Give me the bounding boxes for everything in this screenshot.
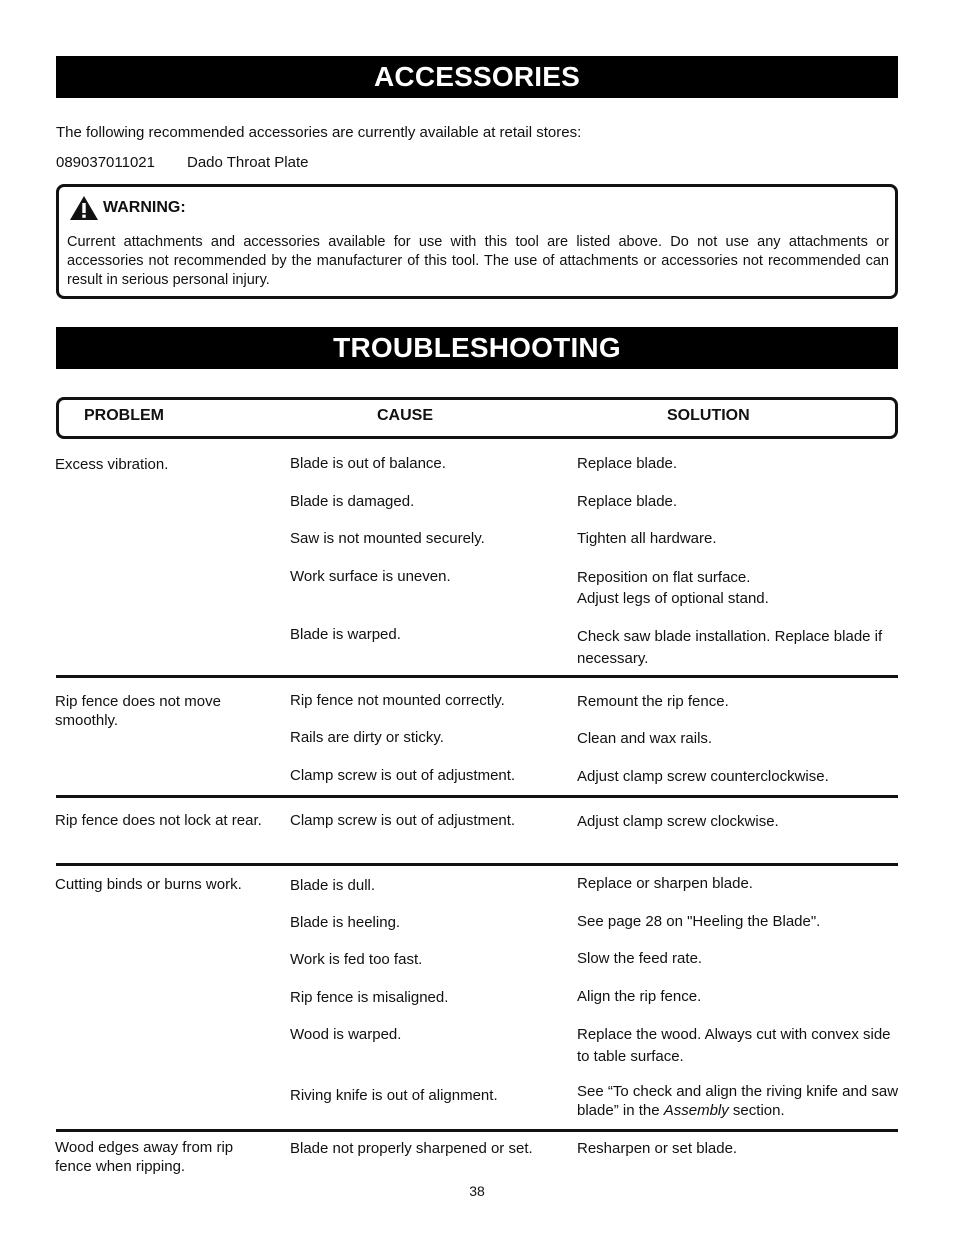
warning-triangle-icon: [69, 195, 99, 221]
solution-cell: Clean and wax rails.: [577, 730, 713, 747]
table-header-box: [56, 397, 898, 439]
warning-text: Current attachments and accessories available for use with this tool are listed above. Do not use any attachments or accessories not recommended by the manufacturer of this tool. The use of attachments or accessories not recommended can result in serious personal injury.: [67, 234, 889, 288]
cause-cell: Work is fed too fast.: [290, 951, 423, 968]
solution-cell: Replace the wood. Always cut with convex side to table surface.: [577, 1026, 891, 1065]
cause-cell: Blade is heeling.: [290, 914, 401, 931]
accessories-intro: The following recommended accessories are currently available at retail stores:: [56, 124, 582, 141]
cause-cell: Rip fence not mounted correctly.: [290, 692, 505, 709]
cause-cell: Wood is warped.: [290, 1026, 402, 1043]
solution-cell: Replace blade.: [577, 455, 678, 472]
page-number: 38: [469, 1183, 485, 1199]
solution-text: section.: [728, 1102, 785, 1119]
cause-cell: Blade is warped.: [290, 626, 401, 643]
cause-cell: Blade is dull.: [290, 877, 376, 894]
accessory-name: Dado Throat Plate: [187, 154, 309, 171]
warning-label: WARNING:: [103, 199, 186, 216]
header-cause: CAUSE: [377, 407, 434, 424]
troubleshooting-title: TROUBLESHOOTING: [56, 327, 898, 369]
cause-cell: Riving knife is out of alignment.: [290, 1087, 498, 1104]
solution-cell: Adjust clamp screw clockwise.: [577, 813, 779, 830]
group-divider: [56, 795, 898, 798]
cause-cell: Clamp screw is out of adjustment.: [290, 767, 516, 784]
cause-cell: Clamp screw is out of adjustment.: [290, 812, 516, 829]
solution-cell: Resharpen or set blade.: [577, 1140, 738, 1157]
cause-cell: Blade is out of balance.: [290, 455, 446, 472]
problem-cell: Rip fence does not lock at rear.: [55, 812, 262, 829]
problem-cell: Wood edges away from rip fence when ripping.: [55, 1139, 234, 1175]
solution-cell: Check saw blade installation. Replace blade if necessary.: [577, 628, 883, 667]
solution-cell: Slow the feed rate.: [577, 950, 703, 967]
solution-cell: See page 28 on "Heeling the Blade".: [577, 913, 821, 930]
group-divider: [56, 863, 898, 866]
accessory-part-number: 089037011021: [56, 154, 155, 171]
cause-cell: Blade is damaged.: [290, 493, 415, 510]
warning-box: [56, 184, 898, 299]
solution-cell: [577, 1082, 901, 1120]
cause-cell: Saw is not mounted securely.: [290, 530, 485, 547]
solution-cell: Align the rip fence.: [577, 988, 702, 1005]
solution-cell: Tighten all hardware.: [577, 530, 717, 547]
cause-cell: Rails are dirty or sticky.: [290, 729, 444, 746]
group-divider: [56, 675, 898, 678]
solution-cell: Remount the rip fence.: [577, 693, 729, 710]
problem-cell: Cutting binds or burns work.: [55, 876, 242, 893]
header-solution: SOLUTION: [667, 407, 750, 424]
warning-header: [69, 195, 186, 221]
cause-cell: Blade not properly sharpened or set.: [290, 1140, 533, 1157]
solution-cell: Replace or sharpen blade.: [577, 875, 753, 892]
cause-cell: Rip fence is misaligned.: [290, 989, 449, 1006]
solution-cell: Reposition on flat surface. Adjust legs of optional stand.: [577, 569, 769, 607]
solution-text: See “To check and align the riving knife and saw blade” in the: [577, 1083, 899, 1119]
solution-cell: Adjust clamp screw counterclockwise.: [577, 768, 829, 785]
assembly-section-ref: Assembly: [663, 1102, 729, 1119]
header-problem: PROBLEM: [84, 407, 164, 424]
solution-cell: Replace blade.: [577, 493, 678, 510]
problem-cell: Rip fence does not move smoothly.: [55, 693, 221, 729]
accessories-title: ACCESSORIES: [56, 56, 898, 98]
problem-cell: Excess vibration.: [55, 456, 169, 473]
cause-cell: Work surface is uneven.: [290, 568, 451, 585]
group-divider: [56, 1129, 898, 1132]
